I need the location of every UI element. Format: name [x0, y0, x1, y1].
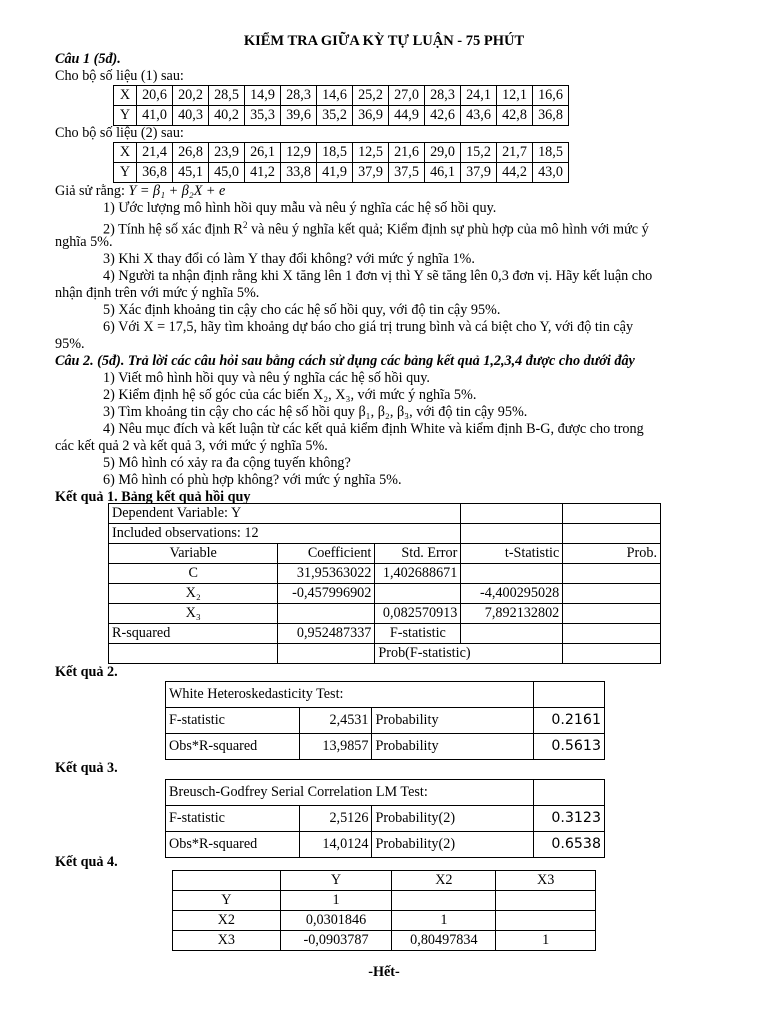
row-label: X — [114, 86, 137, 106]
prob-f-statistic-label: Prob(F-statistic) — [375, 644, 563, 664]
cell: 37,9 — [353, 163, 389, 183]
cell: 36,8 — [533, 106, 569, 126]
cell: Probability(2) — [372, 832, 534, 858]
table-row — [109, 644, 661, 664]
corr-header-x2: X2 — [392, 871, 496, 891]
q2-item-5: 5) Mô hình có xảy ra đa cộng tuyến không? — [103, 455, 351, 471]
cell: 28,3 — [425, 86, 461, 106]
cell: 7,892132802 — [461, 604, 563, 624]
row-label: X — [114, 143, 137, 163]
q1-item-2: 2) Tính hệ số xác định $R^2$ và nêu ý nghĩa kết quả; Kiểm định sự phù hợp của mô hình với mức ý — [103, 220, 649, 238]
cell: 36,9 — [353, 106, 389, 126]
q1-item-6-cont: 95%. — [55, 336, 85, 352]
q1-item-2a: 2) Tính hệ số xác định R — [103, 221, 244, 238]
cell: Obs*R-squared — [166, 734, 300, 760]
cell: 12,5 — [353, 143, 389, 163]
q1-item-2-cont: nghĩa 5%. — [55, 234, 113, 250]
cell: Probability — [372, 708, 534, 734]
included-observations: Included observations: 12 — [109, 524, 461, 544]
cell: 39,6 — [281, 106, 317, 126]
cell: C — [109, 564, 278, 584]
table-row — [166, 734, 605, 760]
cell: 13,9857 — [299, 734, 372, 760]
cell: 33,8 — [281, 163, 317, 183]
cell: 23,9 — [209, 143, 245, 163]
table-row — [173, 911, 596, 931]
q1-item-3: 3) Khi X thay đổi có làm Y thay đổi không? với mức ý nghĩa 1%. — [103, 251, 475, 267]
table-row — [114, 143, 569, 163]
cell: 43,0 — [533, 163, 569, 183]
cell: 29,0 — [425, 143, 461, 163]
table-row — [173, 891, 596, 911]
cell: 45,0 — [209, 163, 245, 183]
cell: 0,0301846 — [280, 911, 392, 931]
table-row — [109, 584, 661, 604]
model-equation: Y = β₁ + β₂X + e — [128, 183, 226, 199]
cell: X3 — [173, 931, 281, 951]
cell: 20,6 — [137, 86, 173, 106]
cell: 14,9 — [245, 86, 281, 106]
table-row — [109, 624, 661, 644]
cell — [461, 564, 563, 584]
q1-item-1: 1) Ước lượng mô hình hồi quy mẫu và nêu ý nghĩa các hệ số hồi quy. — [103, 200, 497, 216]
cell: 45,1 — [173, 163, 209, 183]
cell: 26,8 — [173, 143, 209, 163]
cell — [496, 891, 596, 911]
end-marker: -Hết- — [368, 964, 400, 980]
header-t-statistic: t-Statistic — [461, 544, 563, 564]
bg-test-table — [165, 779, 605, 858]
q1-item-5: 5) Xác định khoảng tin cậy cho các hệ số hồi quy, với độ tin cậy 95%. — [103, 302, 501, 318]
cell: 25,2 — [353, 86, 389, 106]
correlation-table — [172, 870, 596, 951]
q1-item-4-cont: nhận định trên với mức ý nghĩa 5%. — [55, 285, 260, 301]
cell: 44,9 — [389, 106, 425, 126]
cell: 0.3123 — [534, 806, 605, 832]
cell: 0.5613 — [534, 734, 605, 760]
q1-item-4: 4) Người ta nhận định rằng khi X tăng lên 1 đơn vị thì Y sẽ tăng lên 0,3 đơn vị. Hãy kết luận cho — [103, 268, 653, 284]
cell: 14,0124 — [299, 832, 372, 858]
cell: 21,7 — [497, 143, 533, 163]
cell: -4,400295028 — [461, 584, 563, 604]
cell: 12,9 — [281, 143, 317, 163]
cell: 21,6 — [389, 143, 425, 163]
r-squared-value: 0,952487337 — [278, 624, 375, 644]
cell: 40,2 — [209, 106, 245, 126]
cell: -0,457996902 — [278, 584, 375, 604]
cell: 37,9 — [461, 163, 497, 183]
cell: 0,082570913 — [375, 604, 461, 624]
q2-heading: Câu 2. (5đ). Trả lời các câu hỏi sau bằng cách sử dụng các bảng kết quả 1,2,3,4 được cho dưới đây — [55, 353, 635, 369]
assume-label: Giả sử rằng: — [55, 183, 125, 199]
cell: 1 — [392, 911, 496, 931]
cell: 46,1 — [425, 163, 461, 183]
q1-intro-2: Cho bộ số liệu (2) sau: — [55, 125, 184, 141]
cell: 31,95363022 — [278, 564, 375, 584]
f-statistic-label: F-statistic — [375, 624, 461, 644]
table-row — [166, 832, 605, 858]
cell: 0,80497834 — [392, 931, 496, 951]
cell: 36,8 — [137, 163, 173, 183]
dataset-2-table — [113, 142, 569, 183]
cell: X2 — [173, 911, 281, 931]
cell: 18,5 — [317, 143, 353, 163]
dependent-variable: Dependent Variable: Y — [109, 504, 461, 524]
cell: -0,0903787 — [280, 931, 392, 951]
cell: 1,402688671 — [375, 564, 461, 584]
q2-item-6: 6) Mô hình có phù hợp không? với mức ý nghĩa 5%. — [103, 472, 402, 488]
q2-item-2: 2) Kiểm định hệ số góc của các biến X₂, X₃, với mức ý nghĩa 5%. — [103, 387, 477, 403]
cell: X₃ — [109, 604, 278, 624]
cell: 1 — [280, 891, 392, 911]
bg-test-title: Breusch-Godfrey Serial Correlation LM Test: — [166, 780, 534, 806]
q2-item-3: 3) Tìm khoảng tin cậy cho các hệ số hồi quy β₁, β₂, β₃, với độ tin cậy 95%. — [103, 404, 528, 420]
cell: 44,2 — [497, 163, 533, 183]
white-test-title: White Heteroskedasticity Test: — [166, 682, 534, 708]
corr-header-x3: X3 — [496, 871, 596, 891]
cell: F-statistic — [166, 708, 300, 734]
cell: 35,3 — [245, 106, 281, 126]
header-variable: Variable — [109, 544, 278, 564]
cell: 37,5 — [389, 163, 425, 183]
cell: 0.2161 — [534, 708, 605, 734]
cell: 41,0 — [137, 106, 173, 126]
q1-item-2b: và nêu ý nghĩa kết quả; Kiểm định sự phù hợp của mô hình với mức ý — [251, 221, 649, 238]
cell: 15,2 — [461, 143, 497, 163]
result-1-heading: Kết quả 1. Bảng kết quả hồi quy — [55, 489, 251, 505]
cell: 42,6 — [425, 106, 461, 126]
row-label: Y — [114, 106, 137, 126]
cell: 16,6 — [533, 86, 569, 106]
cell: 41,9 — [317, 163, 353, 183]
cell: 35,2 — [317, 106, 353, 126]
exam-title: KIỂM TRA GIỮA KỲ TỰ LUẬN - 75 PHÚT — [243, 33, 525, 49]
cell — [563, 564, 661, 584]
cell — [392, 891, 496, 911]
header-coefficient: Coefficient — [278, 544, 375, 564]
table-row — [166, 708, 605, 734]
header-std-error: Std. Error — [375, 544, 461, 564]
cell: Obs*R-squared — [166, 832, 300, 858]
table-row — [109, 564, 661, 584]
cell: 0.6538 — [534, 832, 605, 858]
cell: 41,2 — [245, 163, 281, 183]
q2-item-4-cont: các kết quả 2 và kết quả 3, với mức ý nghĩa 5%. — [55, 438, 328, 454]
cell: F-statistic — [166, 806, 300, 832]
table-row — [114, 106, 569, 126]
cell: 27,0 — [389, 86, 425, 106]
cell — [496, 911, 596, 931]
table-row — [173, 931, 596, 951]
dataset-1-table — [113, 85, 569, 126]
regression-table — [108, 503, 661, 664]
cell: 12,1 — [497, 86, 533, 106]
cell: 24,1 — [461, 86, 497, 106]
cell: 43,6 — [461, 106, 497, 126]
cell: X₂ — [109, 584, 278, 604]
table-row — [114, 163, 569, 183]
cell: 26,1 — [245, 143, 281, 163]
table-row — [166, 806, 605, 832]
corr-header-blank — [173, 871, 281, 891]
cell — [563, 604, 661, 624]
q1-heading: Câu 1 (5đ). — [55, 51, 121, 67]
q1-item-6: 6) Với X = 17,5, hãy tìm khoảng dự báo cho giá trị trung bình và cá biệt cho Y, với độ tin cậy — [103, 319, 634, 335]
cell: 14,6 — [317, 86, 353, 106]
cell: 28,3 — [281, 86, 317, 106]
cell — [375, 584, 461, 604]
white-test-table — [165, 681, 605, 760]
table-row — [109, 604, 661, 624]
cell: 18,5 — [533, 143, 569, 163]
result-4-heading: Kết quả 4. — [55, 854, 118, 870]
q1-intro-1: Cho bộ số liệu (1) sau: — [55, 68, 184, 84]
cell: 40,3 — [173, 106, 209, 126]
row-label: Y — [114, 163, 137, 183]
header-prob: Prob. — [563, 544, 661, 564]
result-3-heading: Kết quả 3. — [55, 760, 118, 776]
cell: Probability(2) — [372, 806, 534, 832]
corr-header-y: Y — [280, 871, 392, 891]
cell: Probability — [372, 734, 534, 760]
cell: 2,4531 — [299, 708, 372, 734]
cell: 20,2 — [173, 86, 209, 106]
cell: 28,5 — [209, 86, 245, 106]
cell — [563, 584, 661, 604]
result-2-heading: Kết quả 2. — [55, 664, 118, 680]
cell: 21,4 — [137, 143, 173, 163]
q2-item-4: 4) Nêu mục đích và kết luận từ các kết quả kiểm định White và kiểm định B-G, được cho trong — [103, 421, 644, 437]
cell: 42,8 — [497, 106, 533, 126]
q2-item-1: 1) Viết mô hình hồi quy và nêu ý nghĩa các hệ số hồi quy. — [103, 370, 430, 386]
r-squared-label: R-squared — [109, 624, 278, 644]
table-row — [114, 86, 569, 106]
cell: 2,5126 — [299, 806, 372, 832]
cell — [278, 604, 375, 624]
cell: 1 — [496, 931, 596, 951]
q1-assumption — [55, 183, 225, 201]
cell: Y — [173, 891, 281, 911]
